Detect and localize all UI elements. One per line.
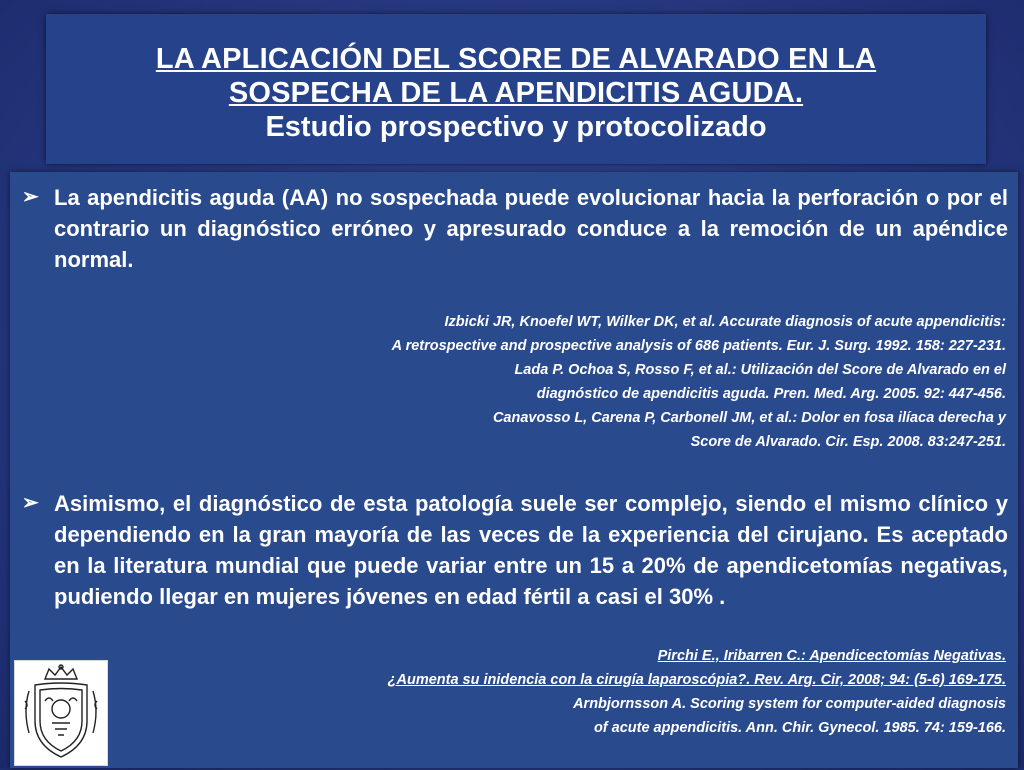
reference-line: Pirchi E., Iribarren C.: Apendicectomías Negativas. — [657, 648, 1006, 664]
reference-line: Score de Alvarado. Cir. Esp. 2008. 83:247-251. — [690, 434, 1006, 450]
bullet-item — [22, 182, 1008, 275]
reference-list — [106, 310, 1006, 454]
reference-line: Lada P. Ochoa S, Rosso F, et al.: Utilización del Score de Alvarado en el — [514, 362, 1006, 378]
content-panel — [10, 172, 1018, 768]
bullet-item — [22, 488, 1008, 612]
arrow-bullet-icon: ➢ — [22, 492, 39, 514]
title-line-1: LA APLICACIÓN DEL SCORE DE ALVARADO EN LA — [155, 43, 877, 75]
reference-line: Canavosso L, Carena P, Carbonell JM, et al.: Dolor en fosa ilíaca derecha y — [492, 410, 1006, 426]
reference-line: of acute appendicitis. Ann. Chir. Gynecol. 1985. 74: 159-166. — [593, 720, 1006, 736]
bullet-text: Asimismo, el diagnóstico de esta patología suele ser complejo, siendo el mismo clínico y dependiendo en la gran mayoría de las veces de la experiencia del cirujano. Es aceptado en la literatura mundial que puede variar entre un 15 a 20% de apendicetomías negativas, pudiendo llegar en mujeres jóvenes en edad fértil a casi el 30% . — [54, 491, 1008, 609]
reference-line: ¿Aumenta su inidencia con la cirugía laparoscópia?. Rev. Arg. Cir, 2008; 94: (5-6) 169-175. — [387, 672, 1006, 688]
title-banner — [46, 14, 986, 164]
reference-line: Arnbjornsson A. Scoring system for computer-aided diagnosis — [573, 696, 1006, 712]
title-line-2: SOSPECHA DE LA APENDICITIS AGUDA. — [228, 77, 804, 109]
reference-line: A retrospective and prospective analysis of 686 patients. Eur. J. Surg. 1992. 158: 227-231. — [391, 338, 1006, 354]
reference-list — [106, 644, 1006, 740]
reference-line: diagnóstico de apendicitis aguda. Pren. Med. Arg. 2005. 92: 447-456. — [536, 386, 1006, 402]
reference-line: Izbicki JR, Knoefel WT, Wilker DK, et al. Accurate diagnosis of acute appendicitis: — [444, 314, 1006, 330]
arrow-bullet-icon: ➢ — [22, 186, 39, 208]
university-seal-icon — [14, 660, 108, 766]
slide-subtitle: Estudio prospectivo y protocolizado — [265, 111, 767, 143]
bullet-text: La apendicitis aguda (AA) no sospechada puede evolucionar hacia la perforación o por el contrario un diagnóstico erróneo y apresurado conduce a la remoción de un apéndice normal. — [54, 185, 1008, 272]
